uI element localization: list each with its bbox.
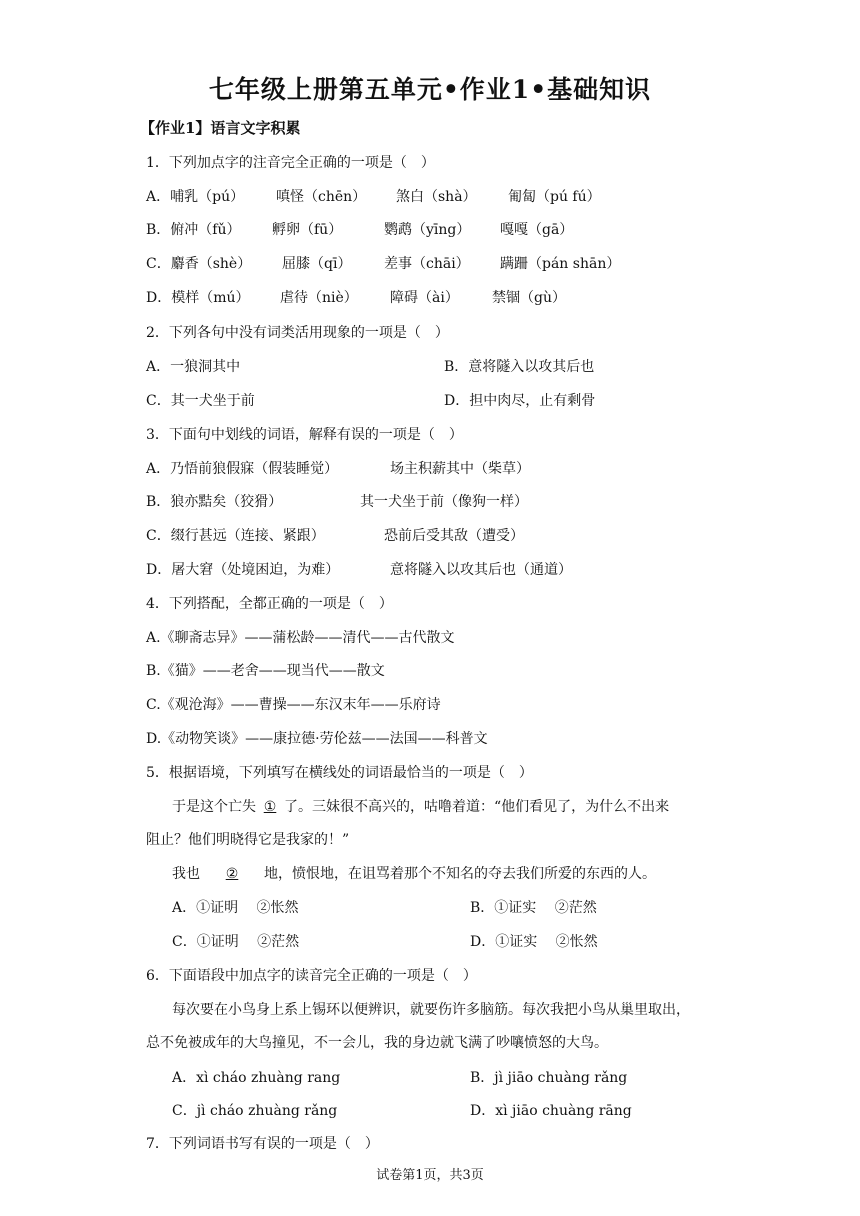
question-6-stem: 6．下面语段中加点字的读音完全正确的一项是（ ）: [146, 968, 477, 984]
q3-b-1: B．狼亦黠矣（狡猾）: [146, 494, 283, 510]
question-6-passage-line-1: 每次要在小鸟身上系上锡环以便辨识，就要伤许多脑筋。每次我把小鸟从巢里取出，: [172, 1002, 690, 1018]
question-6-option-a: A．xì cháo zhuàng rang: [172, 1070, 341, 1086]
q1-c-1: C．麝香（shè）: [146, 256, 252, 272]
q5-blank-1: ①: [263, 799, 277, 815]
question-5-option-b: B．①证实 ②茫然: [470, 900, 597, 916]
q5-p2-a: 我也: [172, 866, 200, 882]
question-6-option-c: C．jì cháo zhuàng rǎng: [172, 1103, 338, 1119]
question-2-option-a: A．一狼洞其中: [146, 359, 241, 375]
question-2-option-b: B．意将隧入以攻其后也: [444, 359, 595, 375]
question-1-option-d: [146, 287, 566, 307]
question-4-option-c: C.《观沧海》——曹操——东汉末年——乐府诗: [146, 697, 441, 713]
q1-a-1: A．哺乳（pú）: [146, 189, 245, 205]
question-3-stem: 3．下面句中划线的词语，解释有误的一项是（ ）: [146, 427, 463, 443]
question-1-stem: 1．下列加点字的注音完全正确的一项是（ ）: [146, 155, 435, 171]
q1-c-4: 蹒跚（pán shān）: [500, 256, 621, 272]
question-5-passage-line-1: [172, 796, 669, 816]
question-7-stem: 7．下列词语书写有误的一项是（ ）: [146, 1136, 379, 1152]
question-3-option-a: [146, 458, 530, 478]
q1-b-1: B．俯冲（fǔ）: [146, 222, 241, 238]
q3-d-1: D．屠大窘（处境困迫，为难）: [146, 562, 340, 578]
q1-b-2: 孵卵（fū）: [272, 222, 343, 238]
q1-a-3: 煞白（shà）: [396, 189, 477, 205]
section-heading: 【作业1】语言文字积累: [140, 119, 301, 137]
q5-p2-b: 地，愤恨地，在诅骂着那个不知名的夺去我们所爱的东西的人。: [264, 866, 656, 882]
question-5-stem: 5．根据语境，下列填写在横线处的词语最恰当的一项是（ ）: [146, 765, 533, 781]
question-2-option-c: C．其一犬坐于前: [146, 393, 255, 409]
q1-b-3: 鹦鹉（yīng）: [384, 222, 471, 238]
q1-c-2: 屈膝（qī）: [282, 256, 352, 272]
question-1-option-a: [146, 186, 601, 206]
q3-a-1: A．乃悟前狼假寐（假装睡觉）: [146, 461, 339, 477]
q5-p1-b: 了。三妹很不高兴的，咕噜着道：“他们看见了，为什么不出来: [284, 799, 670, 815]
q1-a-2: 嗔怪（chēn）: [276, 189, 367, 205]
question-5-option-a: A．①证明 ②怅然: [172, 900, 299, 916]
q1-d-2: 虐待（niè）: [280, 290, 358, 306]
question-3-option-d: [146, 559, 572, 579]
question-2-option-d: D．担中肉尽，止有剩骨: [444, 393, 596, 409]
question-6-passage-line-2: 总不免被成年的大鸟撞见，不一会儿，我的身边就飞满了吵嚷愤怒的大鸟。: [146, 1035, 608, 1051]
question-3-option-c: [146, 525, 524, 545]
q1-d-4: 禁锢（gù）: [492, 290, 566, 306]
q3-b-2: 其一犬坐于前（像狗一样）: [360, 494, 528, 510]
q1-d-1: D．模样（mú）: [146, 290, 250, 306]
question-5-passage-line-3: [172, 863, 656, 883]
question-1-option-b: [146, 219, 573, 239]
q1-d-3: 障碍（ài）: [390, 290, 459, 306]
question-1-option-c: [146, 253, 620, 273]
q1-b-4: 嘎嘎（gā）: [500, 222, 574, 238]
question-4-option-b: B.《猫》——老舍——现当代——散文: [146, 663, 385, 679]
question-4-option-d: D.《动物笑谈》——康拉德·劳伦兹——法国——科普文: [146, 731, 488, 747]
question-3-option-b: [146, 491, 528, 511]
q3-c-2: 恐前后受其敌（遭受）: [384, 528, 524, 544]
question-4-option-a: A.《聊斋志异》——蒲松龄——清代——古代散文: [146, 630, 455, 646]
q1-a-4: 匍匐（pú fú）: [508, 189, 601, 205]
q5-blank-2: ②: [225, 866, 239, 882]
question-4-stem: 4．下列搭配，全都正确的一项是（ ）: [146, 596, 393, 612]
q3-a-2: 场主积薪其中（柴草）: [390, 461, 530, 477]
question-5-option-d: D．①证实 ②怅然: [470, 934, 598, 950]
q3-c-1: C．缀行甚远（连接、紧跟）: [146, 528, 325, 544]
page-footer: 试卷第1页，共3页: [376, 1168, 484, 1183]
q3-d-2: 意将隧入以攻其后也（通道）: [390, 562, 572, 578]
q5-p1-a: 于是这个亡失: [172, 799, 256, 815]
page-title: 七年级上册第五单元•作业1•基础知识: [208, 75, 652, 104]
question-2-stem: 2．下列各句中没有词类活用现象的一项是（ ）: [146, 325, 449, 341]
question-5-passage-line-2: 阻止？他们明晓得它是我家的！”: [146, 832, 350, 848]
question-5-option-c: C．①证明 ②茫然: [172, 934, 300, 950]
question-6-option-b: B．jì jiāo chuàng rǎng: [470, 1070, 628, 1086]
q1-c-3: 差事（chāi）: [384, 256, 470, 272]
question-6-option-d: D．xì jiāo chuàng rāng: [470, 1103, 632, 1119]
